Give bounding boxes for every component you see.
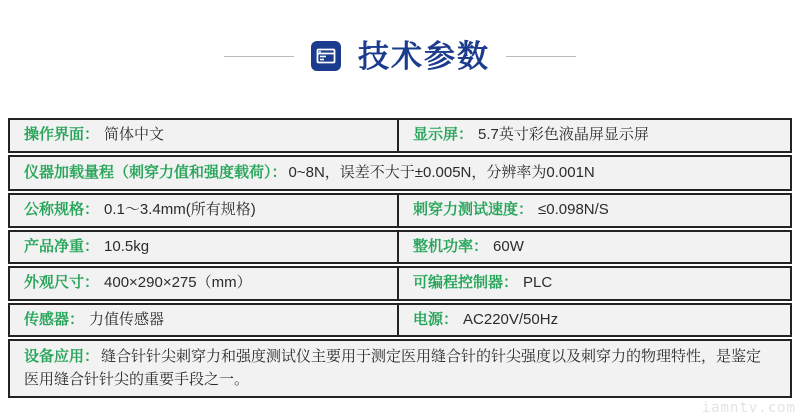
table-cell: [399, 120, 789, 151]
spec-label: 整机功率：: [413, 237, 489, 255]
table-cell: [10, 195, 399, 226]
table-cell: [10, 157, 790, 190]
spec-value: PLC: [523, 274, 553, 291]
table-row: [8, 266, 792, 301]
spec-table: [8, 118, 792, 400]
spec-label: 传感器：: [24, 310, 85, 328]
table-cell: [10, 120, 399, 151]
table-row: [8, 230, 792, 265]
spec-label: 公称规格：: [24, 201, 100, 218]
spec-label: 可编程控制器：: [413, 274, 519, 291]
table-cell: [10, 341, 790, 396]
spec-value: AC220V/50Hz: [463, 310, 559, 328]
spec-label: 显示屏：: [413, 126, 474, 143]
section-header: [0, 40, 800, 72]
spec-value: 0.1～3.4mm(所有规格): [104, 201, 256, 218]
spec-value: ≤0.098N/S: [538, 201, 609, 218]
spec-label: 设备应用：: [24, 348, 100, 365]
table-row: [8, 303, 792, 338]
table-cell: [399, 232, 789, 263]
spec-value: 400×290×275（mm）: [104, 274, 252, 291]
table-row: [8, 339, 792, 398]
table-cell: [399, 195, 789, 226]
header-right-line: [506, 56, 576, 57]
table-cell: [10, 232, 399, 263]
spec-label: 仪器加载量程（刺穿力值和强度载荷）：: [24, 163, 287, 181]
page-title: 技术参数: [358, 38, 490, 74]
spec-label: 电源：: [413, 310, 459, 328]
spec-value: 力值传感器: [89, 310, 165, 328]
table-cell: [399, 305, 789, 336]
spec-value: 60W: [493, 237, 524, 255]
spec-value: 5.7英寸彩色液晶屏显示屏: [478, 126, 649, 143]
spec-value: 简体中文: [104, 126, 165, 143]
spec-label: 外观尺寸：: [24, 274, 100, 291]
table-row: [8, 155, 792, 192]
table-row: [8, 118, 792, 153]
spec-value: 缝合针针尖刺穿力和强度测试仪主要用于测定医用缝合针的针尖强度以及刺穿力的物理特性，是鉴定医用缝合针针尖的重要手段之一。: [24, 348, 762, 388]
spec-value: 10.5kg: [104, 237, 150, 255]
spec-label: 操作界面：: [24, 126, 100, 143]
spec-value: 0~8N，误差不大于±0.005N，分辨率为0.001N: [288, 163, 595, 181]
table-cell: [399, 268, 789, 299]
window-icon: [310, 40, 342, 72]
spec-label: 产品净重：: [24, 237, 100, 255]
watermark: iamntv.com: [701, 400, 796, 416]
spec-label: 刺穿力测试速度：: [413, 201, 534, 218]
table-cell: [10, 268, 399, 299]
table-cell: [10, 305, 399, 336]
table-row: [8, 193, 792, 228]
header-left-line: [224, 56, 294, 57]
